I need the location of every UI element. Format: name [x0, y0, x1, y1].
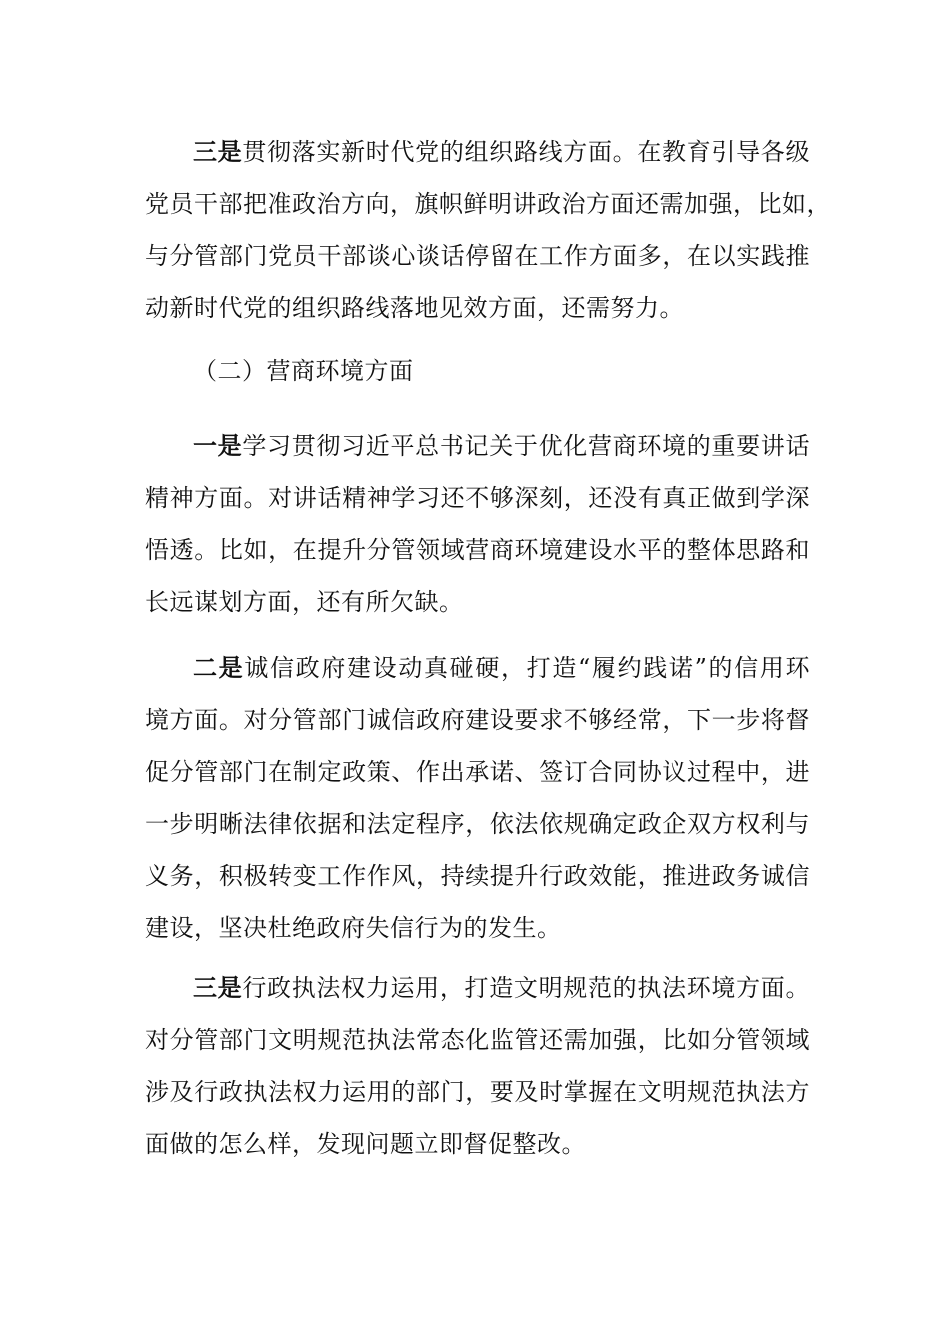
paragraph-line: 一是学习贯彻习近平总书记关于优化营商环境的重要讲话: [193, 431, 810, 460]
paragraph-lead: 二是: [193, 653, 245, 682]
paragraph-lead: 三是: [193, 137, 243, 166]
paragraph-line: 涉及行政执法权力运用的部门，要及时掌握在文明规范执法方: [145, 1078, 810, 1106]
paragraph-line: 与分管部门党员干部谈心谈话停留在工作方面多，在以实践推: [145, 242, 810, 270]
paragraph-line: 悟透。比如，在提升分管领域营商环境建设水平的整体思路和: [145, 536, 810, 564]
paragraph-line: 面做的怎么样，发现问题立即督促整改。: [145, 1130, 586, 1158]
paragraph-credit-government: [145, 642, 810, 954]
paragraph-line: 党员干部把准政治方向，旗帜鲜明讲政治方面还需加强，比如，: [145, 190, 831, 218]
paragraph-business-speech: [145, 420, 810, 628]
paragraph-line: 动新时代党的组织路线落地见效方面，还需努力。: [145, 294, 684, 322]
paragraph-line: 建设，坚决杜绝政府失信行为的发生。: [145, 914, 562, 942]
paragraph-lead: 三是: [193, 973, 243, 1002]
paragraph-line: 境方面。对分管部门诚信政府建设要求不够经常，下一步将督: [145, 706, 810, 734]
paragraph-line: 促分管部门在制定政策、作出承诺、签订合同协议过程中，进: [145, 758, 810, 786]
paragraph-line: 三是行政执法权力运用，打造文明规范的执法环境方面。: [193, 973, 810, 1002]
paragraph-law-enforcement: [145, 962, 810, 1170]
paragraph-line: 长远谋划方面，还有所欠缺。: [145, 588, 464, 616]
section-heading: （二）营商环境方面: [193, 357, 414, 385]
paragraph-line: 精神方面。对讲话精神学习还不够深刻，还没有真正做到学深: [145, 484, 810, 512]
paragraph-line: 对分管部门文明规范执法常态化监管还需加强，比如分管领域: [145, 1026, 810, 1054]
paragraph-line: 一步明晰法律依据和法定程序，依法依规确定政企双方权利与: [145, 810, 810, 838]
paragraph-organization-line: [145, 126, 831, 334]
paragraph-lead: 一是: [193, 431, 243, 460]
paragraph-line: 义务，积极转变工作作风，持续提升行政效能，推进政务诚信: [145, 862, 810, 890]
paragraph-line: 二是诚信政府建设动真碰硬，打造“履约践诺”的信用环: [193, 653, 811, 682]
paragraph-line: 三是贯彻落实新时代党的组织路线方面。在教育引导各级: [193, 137, 810, 166]
